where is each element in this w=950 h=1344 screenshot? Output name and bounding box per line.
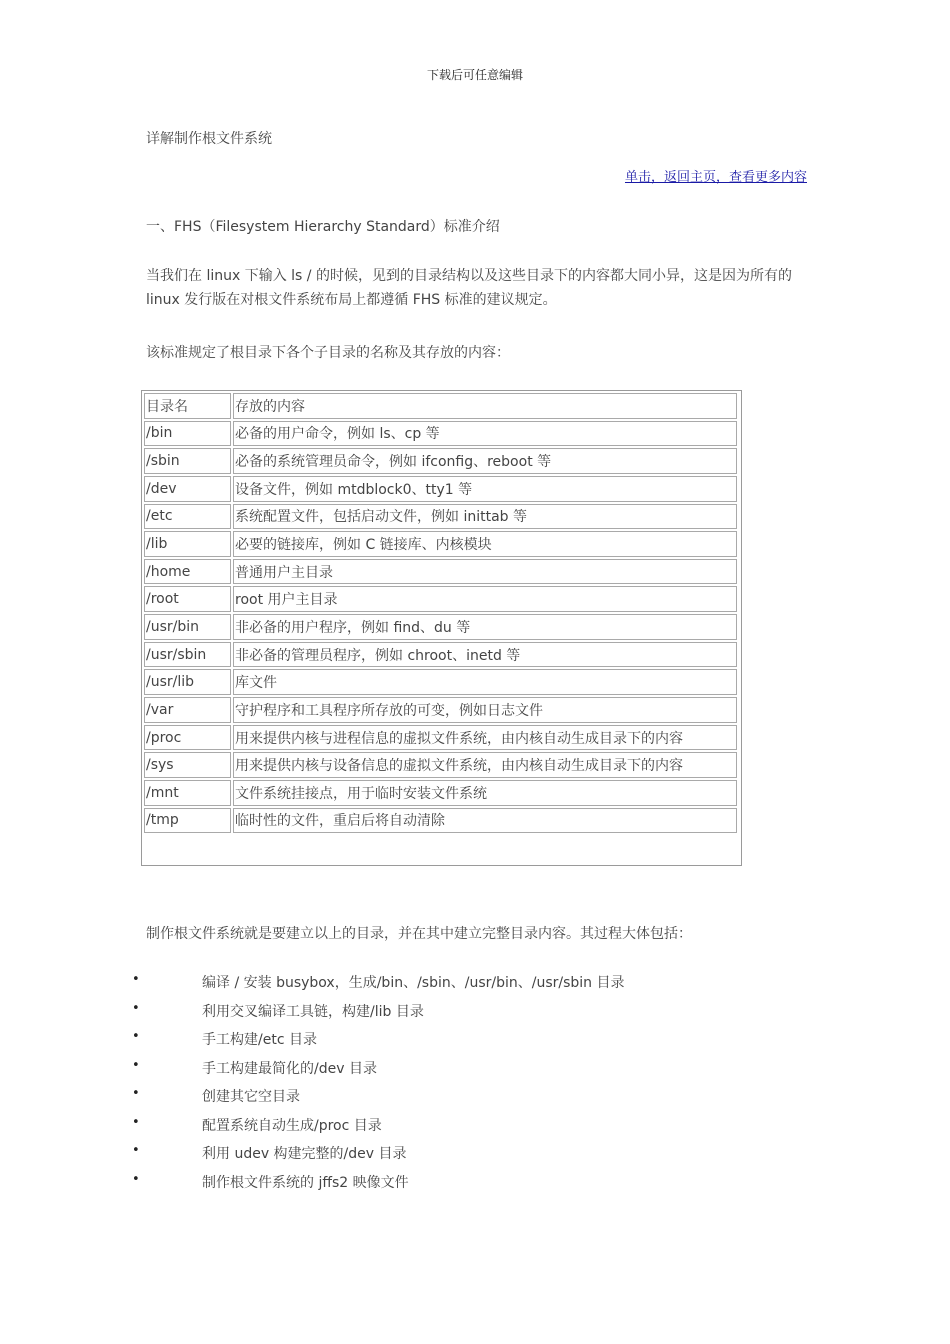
steps-list	[0, 972, 950, 1200]
document-title: 详解制作根文件系统	[146, 131, 272, 147]
list-item	[0, 1001, 950, 1030]
home-link[interactable]: 单击，返回主页，查看更多内容	[624, 170, 807, 185]
table-header-cell: 存放的内容	[233, 393, 737, 419]
dir-name-cell: /lib	[144, 531, 231, 557]
table-row	[144, 725, 737, 751]
list-item	[0, 1086, 950, 1115]
dir-name-cell: /var	[144, 697, 231, 723]
intro-paragraph: 当我们在 linux 下输入 ls / 的时候，见到的目录结构以及这些目录下的内容都大同小异，这是因为所有的 linux 发行版在对根文件系统布局上都遵循 FHS 标准的建议规定。	[146, 268, 792, 308]
dir-name-cell: /dev	[144, 476, 231, 502]
section-heading: 一、FHS（Filesystem Hierarchy Standard）标准介绍	[146, 219, 500, 235]
list-item	[0, 1058, 950, 1087]
table-intro: 该标准规定了根目录下各个子目录的名称及其存放的内容：	[146, 345, 510, 361]
step-text: 创建其它空目录	[202, 1089, 300, 1105]
dir-content-cell: 必备的用户命令，例如 ls、cp 等	[233, 421, 737, 447]
dir-name-cell: /usr/sbin	[144, 642, 231, 668]
list-item	[0, 1029, 950, 1058]
bullet-icon: •	[132, 972, 140, 987]
dir-name-cell: /tmp	[144, 808, 231, 834]
dir-name-cell: /usr/bin	[144, 614, 231, 640]
bullet-icon: •	[132, 1029, 140, 1044]
bullet-icon: •	[132, 1171, 140, 1187]
dir-content-cell: 普通用户主目录	[233, 559, 737, 585]
dir-content-cell: 非必备的用户程序，例如 find、du 等	[233, 614, 737, 640]
step-text: 配置系统自动生成/proc 目录	[202, 1117, 382, 1134]
step-text: 利用交叉编译工具链，构建/lib 目录	[202, 1003, 424, 1020]
bullet-icon: •	[132, 1143, 140, 1158]
table-row	[144, 421, 737, 447]
table-row	[144, 531, 737, 557]
dir-content-cell: 临时性的文件，重启后将自动清除	[233, 808, 737, 834]
dir-name-cell: /etc	[144, 504, 231, 530]
step-text: 手工构建/etc 目录	[202, 1032, 317, 1048]
dir-content-cell: 库文件	[233, 669, 737, 695]
step-text: 利用 udev 构建完整的/dev 目录	[202, 1146, 407, 1162]
table-header-cell: 目录名	[144, 393, 231, 419]
table-row	[144, 642, 737, 668]
list-item	[0, 1172, 950, 1201]
dir-content-cell: 文件系统挂接点，用于临时安装文件系统	[233, 780, 737, 806]
table-row	[144, 752, 737, 778]
dir-name-cell: /bin	[144, 421, 231, 447]
table-header-row	[144, 393, 737, 419]
dir-content-cell: 守护程序和工具程序所存放的可变，例如日志文件	[233, 697, 737, 723]
step-text: 编译 / 安装 busybox，生成/bin、/sbin、/usr/bin、/usr/sbin 目录	[202, 975, 625, 991]
table-row	[144, 697, 737, 723]
list-item	[0, 972, 950, 1001]
dir-content-cell: 设备文件，例如 mtdblock0、tty1 等	[233, 476, 737, 502]
dir-name-cell: /root	[144, 586, 231, 612]
table-row	[144, 504, 737, 530]
process-intro: 制作根文件系统就是要建立以上的目录，并在其中建立完整目录内容。其过程大体包括：	[146, 926, 692, 942]
dir-name-cell: /sys	[144, 752, 231, 778]
step-text: 制作根文件系统的 jffs2 映像文件	[202, 1174, 409, 1191]
dir-name-cell: /mnt	[144, 780, 231, 806]
table-row	[144, 614, 737, 640]
list-item	[0, 1143, 950, 1172]
dir-name-cell: /usr/lib	[144, 669, 231, 695]
dir-content-cell: root 用户主目录	[233, 586, 737, 612]
table-row	[144, 476, 737, 502]
bullet-icon: •	[132, 1057, 140, 1073]
fhs-table	[141, 390, 742, 866]
bullet-icon: •	[132, 1114, 140, 1130]
table-row	[144, 669, 737, 695]
list-item	[0, 1115, 950, 1144]
dir-content-cell: 必备的系统管理员命令，例如 ifconfig、reboot 等	[233, 448, 737, 474]
table-row	[144, 808, 737, 834]
dir-name-cell: /home	[144, 559, 231, 585]
dir-content-cell: 非必备的管理员程序，例如 chroot、inetd 等	[233, 642, 737, 668]
dir-content-cell: 用来提供内核与设备信息的虚拟文件系统，由内核自动生成目录下的内容	[233, 752, 737, 778]
step-text: 手工构建最简化的/dev 目录	[202, 1060, 377, 1077]
bullet-icon: •	[132, 1086, 140, 1101]
dir-name-cell: /sbin	[144, 448, 231, 474]
bullet-icon: •	[132, 1000, 140, 1016]
table-row	[144, 448, 737, 474]
table-row	[144, 780, 737, 806]
header-note: 下载后可任意编辑	[426, 68, 523, 82]
dir-content-cell: 必要的链接库，例如 C 链接库、内核模块	[233, 531, 737, 557]
dir-name-cell: /proc	[144, 725, 231, 751]
table-row	[144, 559, 737, 585]
dir-content-cell: 用来提供内核与进程信息的虚拟文件系统，由内核自动生成目录下的内容	[233, 725, 737, 751]
dir-content-cell: 系统配置文件，包括启动文件，例如 inittab 等	[233, 504, 737, 530]
table-row	[144, 586, 737, 612]
